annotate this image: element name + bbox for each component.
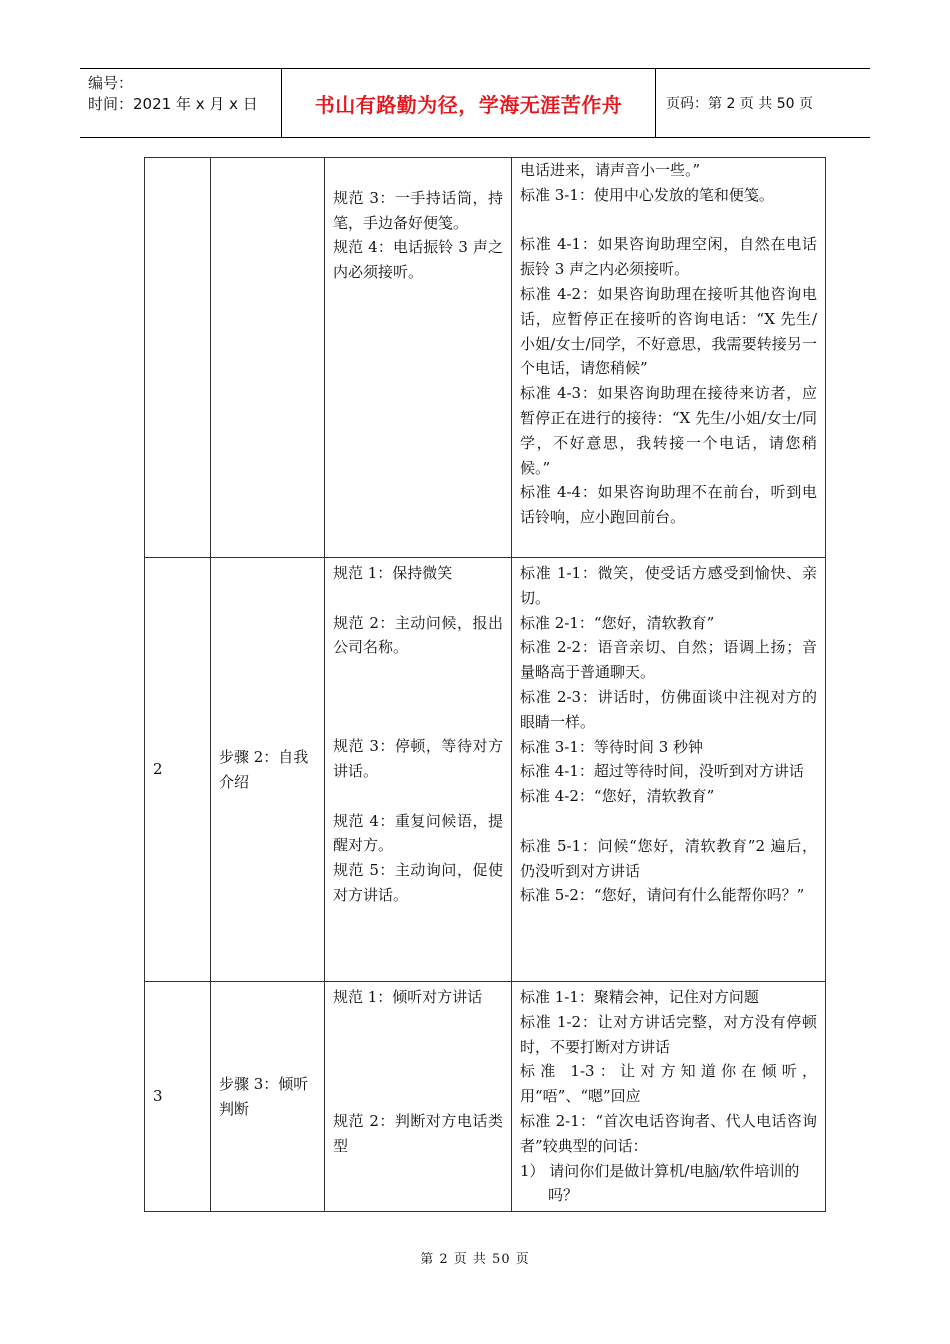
standard-text: 标准 4-2：“您好，清软教育” xyxy=(520,787,715,806)
time-label: 时间：2021 年 x 月 x 日 xyxy=(88,95,258,113)
page-footer: 第 2 页 共 50 页 xyxy=(420,1252,530,1267)
standard-text: 标准 4-1：超过等待时间，没听到对方讲话 xyxy=(520,762,804,781)
norm-text: 规范 5：主动询问，促使对方讲话。 xyxy=(333,861,503,904)
standard-text: 标准 3-1：等待时间 3 秒钟 xyxy=(520,737,704,756)
standard-text: 标准 2-3：讲话时，仿佛面谈中注视对方的眼睛一样。 xyxy=(520,687,817,731)
norm-text: 规范 1：倾听对方讲话 xyxy=(333,988,483,1006)
standard-text: 标准 4-4：如果咨询助理不在前台，听到电话铃响，应小跑回前台。 xyxy=(520,483,817,527)
table-row xyxy=(145,158,826,558)
norm-text: 规范 4：电话振铃 3 声之内必须接听。 xyxy=(333,238,503,282)
number-label: 编号： xyxy=(88,74,134,92)
page-header xyxy=(80,68,870,138)
norm-text: 规范 3：停顿，等待对方讲话。 xyxy=(333,737,503,780)
row-number: 3 xyxy=(145,982,211,1212)
header-motto-cell xyxy=(282,69,656,137)
standard-text: 标准 1-3：让对方知道你在倾听，用“唔”、“嗯”回应 xyxy=(520,1062,817,1106)
header-motto: 书山有路勤为径，学海无涯苦作舟 xyxy=(314,92,623,117)
standard-list-item: 1） 请问你们是做计算机/电脑/软件培训的吗？ xyxy=(520,1161,800,1205)
standard-text: 标准 4-1：如果咨询助理空闲，自然在电话振铃 3 声之内必须接听。 xyxy=(520,235,817,279)
row-standards xyxy=(512,158,826,558)
row-norms xyxy=(325,982,512,1212)
standard-text: 标准 2-1：“您好，清软教育” xyxy=(520,613,715,632)
norm-text: 规范 4：重复问候语，提醒对方。 xyxy=(333,811,503,855)
standard-text: 标准 2-2：语音亲切、自然；语调上扬；音量略高于普通聊天。 xyxy=(520,638,817,682)
procedure-table xyxy=(144,157,826,1212)
header-page-info: 页码：第 2 页 共 50 页 xyxy=(666,96,813,112)
standard-text: 标准 5-1：问候“您好，清软教育”2 遍后，仍没听到对方讲话 xyxy=(520,836,817,880)
standard-text: 标准 1-1：微笑，使受话方感受到愉快、亲切。 xyxy=(520,564,817,607)
header-meta xyxy=(80,69,282,137)
row-number: 2 xyxy=(145,558,211,982)
row-step: 步骤 3：倾听判断 xyxy=(211,982,325,1212)
row-number xyxy=(145,158,211,558)
norm-text: 规范 2：判断对方电话类型 xyxy=(333,1111,503,1155)
standard-text: 标准 4-3：如果咨询助理在接待来访者，应暂停正在进行的接待：“X 先生/小姐/女士/同学，不好意思，我转接一个电话，请您稍候。” xyxy=(520,384,817,477)
row-norms xyxy=(325,558,512,982)
standard-text: 标准 3-1：使用中心发放的笔和便笺。 xyxy=(520,185,774,204)
standard-text: 标准 1-2：让对方讲话完整，对方没有停顿时，不要打断对方讲话 xyxy=(520,1012,817,1056)
standard-text: 电话进来，请声音小一些。” xyxy=(520,161,701,179)
row-norms xyxy=(325,158,512,558)
table-row xyxy=(145,982,826,1212)
row-standards xyxy=(512,558,826,982)
standard-text: 标准 2-1：“首次电话咨询者、代人电话咨询者”较典型的问话： xyxy=(520,1111,817,1155)
norm-text: 规范 3：一手持话筒，持笔，手边备好便笺。 xyxy=(333,188,503,232)
standard-text: 标准 1-1：聚精会神，记住对方问题 xyxy=(520,988,759,1006)
standard-text: 标准 5-2：“您好，请问有什么能帮你吗？” xyxy=(520,886,805,905)
norm-text: 规范 2：主动问候，报出公司名称。 xyxy=(333,613,503,657)
row-standards xyxy=(512,982,826,1212)
row-step xyxy=(211,158,325,558)
standard-text: 标准 4-2：如果咨询助理在接听其他咨询电话，应暂停正在接听的咨询电话：“X 先生/小姐/女士/同学，不好意思，我需要转接另一个电话，请您稍候” xyxy=(520,284,817,378)
row-step: 步骤 2：自我介绍 xyxy=(211,558,325,982)
table-row xyxy=(145,558,826,982)
norm-text: 规范 1：保持微笑 xyxy=(333,564,453,582)
